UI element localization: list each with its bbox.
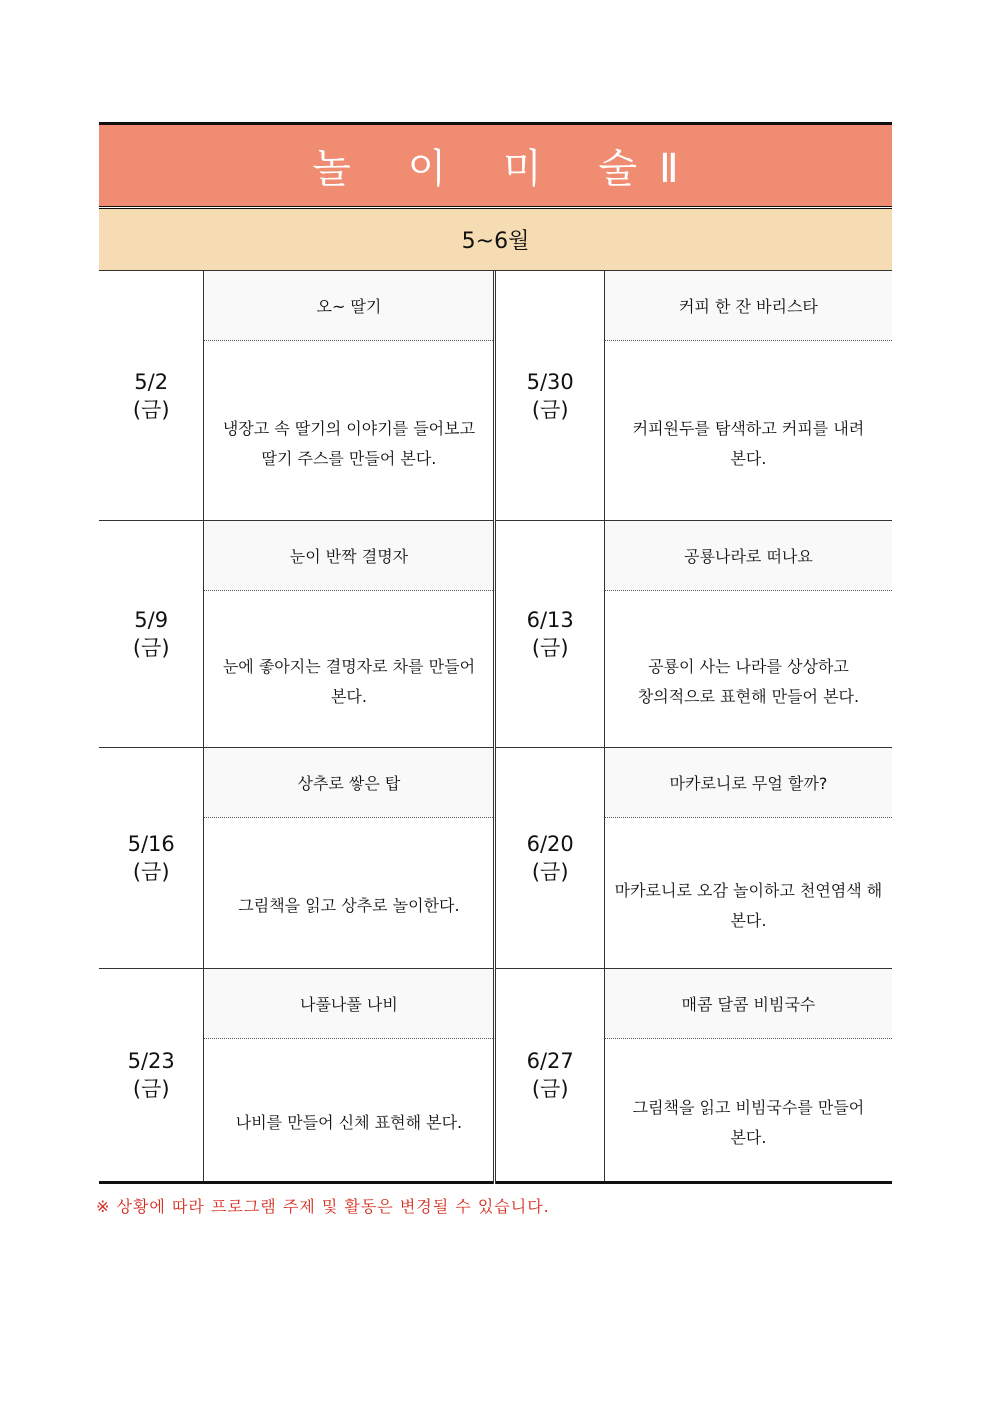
page-title: 놀 이 미 술Ⅱ	[312, 146, 701, 192]
description-cell: 그림책을 읽고 상추로 놀이한다.	[238, 896, 460, 915]
date-label: 6/27	[526, 1049, 574, 1073]
date-cell	[495, 271, 604, 521]
day-label: (금)	[132, 397, 170, 422]
date-label: 5/9	[134, 608, 169, 632]
description-cell: 공룡이 사는 나라를 상상하고 창의적으로 표현해 만들어 본다.	[637, 657, 860, 706]
description-cell: 나비를 만들어 신체 표현해 본다.	[235, 1113, 463, 1132]
topic-cell: 상추로 쌓은 탑	[204, 748, 495, 818]
date-label: 5/16	[127, 832, 175, 856]
topic-cell: 공룡나라로 떠나요	[604, 521, 892, 591]
day-label: (금)	[132, 636, 170, 660]
month-header	[99, 209, 892, 271]
date-cell	[495, 969, 604, 1183]
topic-cell: 나풀나풀 나비	[204, 969, 495, 1039]
date-label: 6/20	[526, 832, 574, 856]
description-cell: 냉장고 속 딸기의 이야기를 들어보고 딸기 주스를 만들어 본다.	[222, 418, 476, 468]
date-cell	[99, 521, 204, 748]
topic-cell: 눈이 반짝 결명자	[204, 521, 495, 591]
date-cell	[99, 271, 204, 521]
date-label: 5/23	[127, 1049, 175, 1073]
day-label: (금)	[531, 397, 569, 422]
description-cell: 커피원두를 탐색하고 커피를 내려 본다.	[632, 418, 865, 468]
date-cell	[495, 748, 604, 969]
date-cell	[99, 969, 204, 1183]
table-row	[99, 969, 892, 1039]
topic-cell: 커피 한 잔 바리스타	[604, 271, 892, 341]
description-cell: 눈에 좋아지는 결명자로 차를 만들어 본다.	[222, 657, 476, 706]
month-label: 5~6월	[461, 229, 530, 254]
disclaimer-note: ※ 상황에 따라 프로그램 주제 및 활동은 변경될 수 있습니다.	[96, 1197, 550, 1216]
date-label: 5/2	[134, 369, 169, 394]
title-banner	[99, 122, 892, 206]
schedule-table	[99, 271, 892, 1184]
day-label: (금)	[531, 636, 569, 660]
table-row	[99, 271, 892, 341]
day-label: (금)	[531, 860, 569, 884]
schedule-sheet	[99, 122, 892, 1184]
table-row	[99, 748, 892, 818]
topic-cell: 마카로니로 무얼 할까?	[604, 748, 892, 818]
topic-cell: 오~ 딸기	[204, 271, 495, 341]
date-label: 5/30	[526, 369, 574, 394]
topic-cell: 매콤 달콤 비빔국수	[604, 969, 892, 1039]
date-cell	[495, 521, 604, 748]
day-label: (금)	[132, 1077, 170, 1101]
day-label: (금)	[132, 860, 170, 884]
day-label: (금)	[531, 1077, 569, 1101]
description-cell: 그림책을 읽고 비빔국수를 만들어 본다.	[632, 1098, 865, 1147]
date-cell	[99, 748, 204, 969]
table-row	[99, 521, 892, 591]
date-label: 6/13	[526, 608, 574, 632]
description-cell: 마카로니로 오감 놀이하고 천연염색 해 본다.	[614, 881, 883, 930]
